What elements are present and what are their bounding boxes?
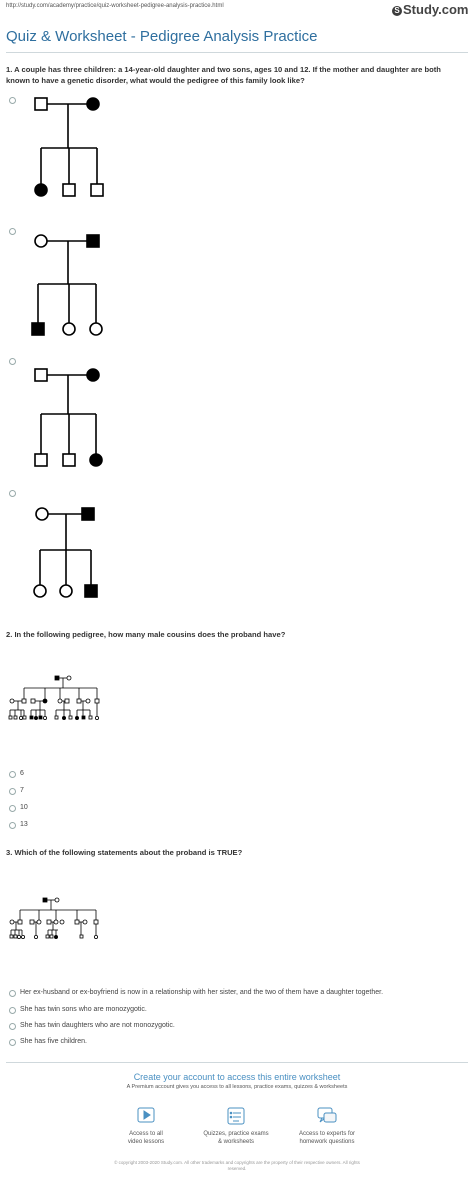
q3-option-radio[interactable]	[9, 1007, 16, 1014]
question-3-text: 3. Which of the following statements about the proband is TRUE?	[6, 848, 243, 857]
q1-option-a-pedigree	[35, 98, 103, 196]
page-title: Quiz & Worksheet - Pedigree Analysis Practice	[6, 28, 318, 45]
feature-video-lessons: Access to all video lessons	[127, 1131, 165, 1145]
q3-option-label: She has twin daughters who are not monozygotic.	[20, 1022, 175, 1029]
q3-option-radio[interactable]	[9, 990, 16, 997]
feature-quizzes: Quizzes, practice exams & worksheets	[203, 1131, 269, 1145]
q3-option-label: Her ex-husband or ex-boyfriend is now in a relationship with her sister, and the two of them have a daughter together.	[20, 989, 384, 996]
q2-gen3	[9, 716, 99, 720]
page-url: http://study.com/academy/practice/quiz-worksheet-pedigree-analysis-practice.html	[6, 3, 224, 9]
q2-option-label: 7	[20, 787, 24, 794]
copyright: © copyright 2003-2020 Study.com. All other trademarks and copyrights are the property of their respective owners. All rights reserved.	[114, 1160, 360, 1171]
q2-option-label: 13	[20, 821, 28, 828]
q1-option-d-pedigree	[34, 508, 97, 597]
create-account-link[interactable]: Create your account to access this entire worksheet	[133, 1072, 341, 1082]
q1-option-b-radio[interactable]	[9, 228, 16, 235]
q2-option-radio[interactable]	[9, 788, 16, 795]
q1-option-c-pedigree	[35, 369, 102, 466]
feature-experts: Access to experts for homework questions	[298, 1131, 356, 1145]
premium-description: A Premium account gives you access to all lessons, practice exams, quizzes & worksheets	[126, 1084, 348, 1090]
q3-option-label: She has twin sons who are monozygotic.	[20, 1006, 147, 1013]
q2-option-label: 6	[20, 770, 24, 777]
q1-option-c-radio[interactable]	[9, 358, 16, 365]
logo-icon: S	[392, 6, 402, 16]
q2-option-radio[interactable]	[9, 771, 16, 778]
study-logo[interactable]: S Study.com	[392, 2, 469, 17]
quiz-checklist-icon	[228, 1108, 244, 1124]
q1-option-d-radio[interactable]	[9, 490, 16, 497]
q2-pedigree	[9, 676, 99, 720]
video-play-icon	[138, 1108, 154, 1122]
question-1-text: 1. A couple has three children: a 14-year-old daughter and two sons, ages 10 and 12. If the mother and daughter are both known to have a genetic disorder, what would the pedigree of this family look like?	[6, 65, 441, 85]
q1-option-b-pedigree	[32, 235, 102, 335]
q3-pedigree	[10, 898, 98, 939]
q2-option-radio[interactable]	[9, 805, 16, 812]
question-2-text: 2. In the following pedigree, how many male cousins does the proband have?	[6, 630, 286, 639]
chat-bubbles-icon	[318, 1108, 336, 1122]
footer-divider	[6, 1062, 468, 1063]
q3-option-label: She has five children.	[20, 1038, 87, 1045]
q2-option-label: 10	[20, 804, 28, 811]
q3-option-radio[interactable]	[9, 1039, 16, 1046]
q3-option-radio[interactable]	[9, 1023, 16, 1030]
footer-icons	[138, 1108, 336, 1124]
q2-option-radio[interactable]	[9, 822, 16, 829]
